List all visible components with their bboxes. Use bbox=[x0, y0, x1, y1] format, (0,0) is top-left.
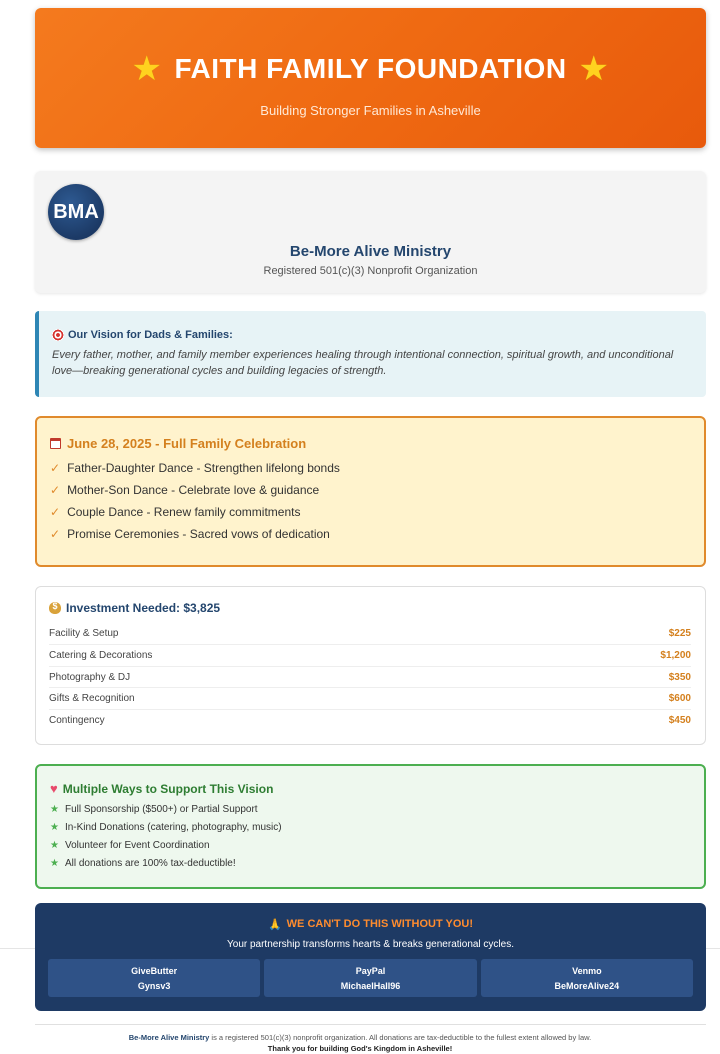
org-subtitle: Registered 501(c)(3) Nonprofit Organization bbox=[263, 265, 478, 277]
row-amount: $225 bbox=[668, 628, 691, 639]
target-icon bbox=[52, 329, 64, 341]
check-icon: ✓ bbox=[50, 527, 61, 541]
cta-subtitle: Your partnership transforms hearts & breaks generational cycles. bbox=[227, 939, 514, 950]
row-label: Gifts & Recognition bbox=[49, 693, 135, 705]
footer bbox=[0, 1032, 720, 1054]
list-item bbox=[50, 855, 690, 873]
list-item-text: Volunteer for Event Coordination bbox=[64, 840, 210, 851]
check-icon: ✓ bbox=[50, 461, 61, 475]
footer-org-name: Be-More Alive Ministry bbox=[128, 1033, 210, 1042]
support-section bbox=[35, 764, 706, 889]
star-icon: ★ bbox=[578, 50, 610, 88]
calendar-icon bbox=[50, 438, 61, 449]
org-name: Be-More Alive Ministry bbox=[289, 243, 452, 260]
investment-section bbox=[35, 586, 706, 745]
row-amount: $1,200 bbox=[660, 649, 691, 661]
list-item bbox=[50, 801, 690, 819]
list-item bbox=[50, 501, 690, 523]
givebutter-button[interactable] bbox=[48, 959, 260, 997]
star-icon: ★ bbox=[50, 804, 59, 815]
page-subtitle: Building Stronger Families in Asheville bbox=[260, 103, 481, 118]
list-item bbox=[50, 457, 690, 479]
list-item-text: All donations are 100% tax-deductible! bbox=[64, 858, 236, 869]
table-row bbox=[49, 688, 691, 710]
event-list bbox=[50, 457, 690, 545]
vision-title: Our Vision for Dads & Families: bbox=[68, 329, 233, 341]
org-card bbox=[35, 171, 706, 293]
footer-divider bbox=[35, 1024, 706, 1025]
investment-table bbox=[49, 623, 691, 732]
list-item bbox=[50, 837, 690, 855]
table-row bbox=[49, 710, 691, 732]
donation-buttons bbox=[48, 959, 693, 997]
cta-section bbox=[35, 903, 706, 1011]
event-section bbox=[35, 416, 706, 567]
list-item bbox=[50, 479, 690, 501]
row-label: Catering & Decorations bbox=[49, 649, 153, 661]
venmo-button[interactable] bbox=[481, 959, 693, 997]
star-icon: ★ bbox=[131, 50, 163, 88]
row-label: Photography & DJ bbox=[49, 671, 131, 683]
org-logo: BMA bbox=[48, 184, 104, 240]
event-heading bbox=[50, 436, 690, 451]
support-list bbox=[50, 801, 690, 873]
table-row bbox=[49, 645, 691, 667]
praying-hands-icon: 🙏 bbox=[267, 919, 282, 931]
footer-disclaimer bbox=[0, 1032, 720, 1043]
vision-text: Every father, mother, and family member experiences healing through intentional connection, spiritual growth, and unconditional love—breaking generational cycles and building legacies of strength. bbox=[52, 349, 674, 377]
investment-title: Investment Needed: $3,825 bbox=[66, 601, 221, 615]
button-label: PayPal bbox=[355, 965, 386, 976]
header-title-row bbox=[35, 52, 706, 86]
check-icon: ✓ bbox=[50, 505, 61, 519]
star-icon: ★ bbox=[50, 858, 59, 869]
support-heading bbox=[50, 781, 690, 796]
button-handle: MichaelHall96 bbox=[340, 980, 401, 991]
support-title: Multiple Ways to Support This Vision bbox=[62, 781, 274, 796]
vision-heading bbox=[52, 329, 692, 341]
row-amount: $350 bbox=[668, 671, 691, 683]
list-item bbox=[50, 819, 690, 837]
list-item-text: Mother-Son Dance - Celebrate love & guidance bbox=[67, 483, 320, 497]
list-item-text: Full Sponsorship ($500+) or Partial Support bbox=[64, 804, 258, 815]
list-item-text: Couple Dance - Renew family commitments bbox=[67, 505, 301, 519]
row-amount: $600 bbox=[668, 693, 691, 705]
event-title: June 28, 2025 - Full Family Celebration bbox=[67, 436, 307, 451]
cta-heading bbox=[35, 918, 706, 931]
check-icon: ✓ bbox=[50, 483, 61, 497]
table-row bbox=[49, 667, 691, 689]
money-bag-icon bbox=[49, 602, 61, 614]
page-title: FAITH FAMILY FOUNDATION bbox=[174, 53, 567, 84]
star-icon: ★ bbox=[50, 840, 59, 851]
button-label: Venmo bbox=[572, 965, 602, 976]
button-handle: BeMoreAlive24 bbox=[554, 980, 620, 991]
investment-heading bbox=[49, 601, 691, 615]
header-banner bbox=[35, 8, 706, 148]
list-item bbox=[50, 523, 690, 545]
vision-section bbox=[35, 311, 706, 397]
footer-thanks: Thank you for building God's Kingdom in Asheville! bbox=[267, 1044, 453, 1053]
row-label: Facility & Setup bbox=[49, 628, 119, 639]
footer-disclaimer-text: is a registered 501(c)(3) nonprofit organization. All donations are tax-deductible to the fullest extent allowed by law. bbox=[209, 1033, 592, 1042]
heart-icon: ♥ bbox=[50, 781, 58, 796]
list-item-text: Father-Daughter Dance - Strengthen lifelong bonds bbox=[67, 461, 340, 475]
star-icon: ★ bbox=[50, 822, 59, 833]
button-handle: Gynsv3 bbox=[137, 980, 171, 991]
list-item-text: Promise Ceremonies - Sacred vows of dedication bbox=[67, 527, 330, 541]
row-label: Contingency bbox=[49, 715, 105, 727]
row-amount: $450 bbox=[668, 715, 691, 727]
button-label: GiveButter bbox=[131, 965, 178, 976]
cta-title: WE CAN'T DO THIS WITHOUT YOU! bbox=[286, 918, 474, 930]
list-item-text: In-Kind Donations (catering, photography, music) bbox=[64, 822, 282, 833]
paypal-button[interactable] bbox=[264, 959, 476, 997]
table-row bbox=[49, 623, 691, 645]
